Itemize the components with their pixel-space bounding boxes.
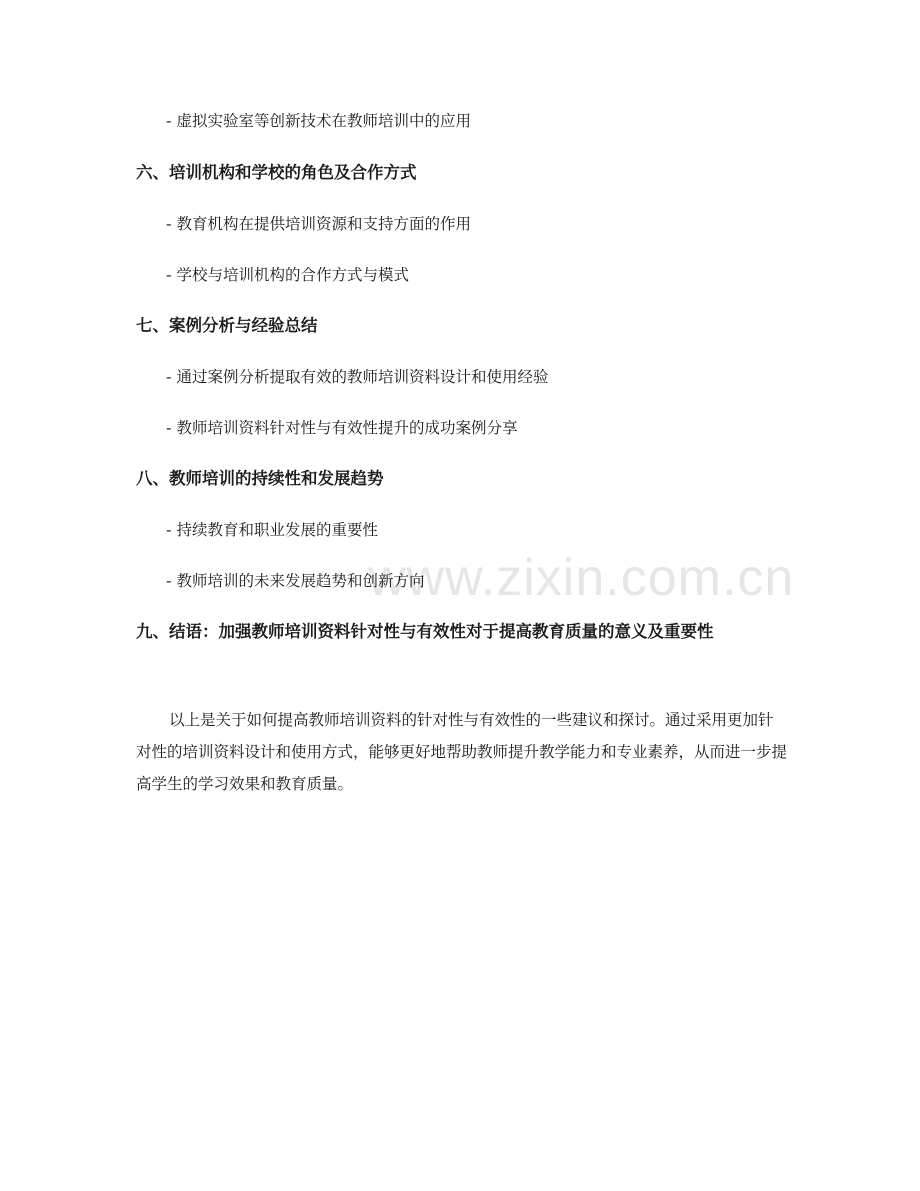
section-heading-7: 七、案例分析与经验总结 (136, 316, 318, 335)
bullet-future-trends: - 教师培训的未来发展趋势和创新方向 (166, 572, 425, 590)
bullet-institution-role: - 教育机构在提供培训资源和支持方面的作用 (166, 215, 472, 233)
watermark: www.zixin.com.cn (368, 549, 795, 607)
conclusion-paragraph: 以上是关于如何提高教师培训资料的针对性与有效性的一些建议和探讨。通过采用更加针对性的培训资料设计和使用方式，能够更好地帮助教师提升教学能力和专业素养，从而进一步提高学生的学习效果和教育质量。 (136, 711, 788, 793)
bullet-success-cases: - 教师培训资料针对性与有效性提升的成功案例分享 (166, 419, 518, 437)
bullet-continuing-education: - 持续教育和职业发展的重要性 (166, 521, 379, 539)
bullet-virtual-lab: - 虚拟实验室等创新技术在教师培训中的应用 (166, 112, 472, 130)
section-heading-6: 六、培训机构和学校的角色及合作方式 (136, 163, 417, 182)
bullet-school-cooperation: - 学校与培训机构的合作方式与模式 (166, 266, 410, 284)
section-heading-8: 八、教师培训的持续性和发展趋势 (136, 469, 384, 488)
section-heading-9: 九、结语：加强教师培训资料针对性与有效性对于提高教育质量的意义及重要性 (136, 622, 714, 641)
bullet-case-analysis: - 通过案例分析提取有效的教师培训资料设计和使用经验 (166, 368, 549, 386)
